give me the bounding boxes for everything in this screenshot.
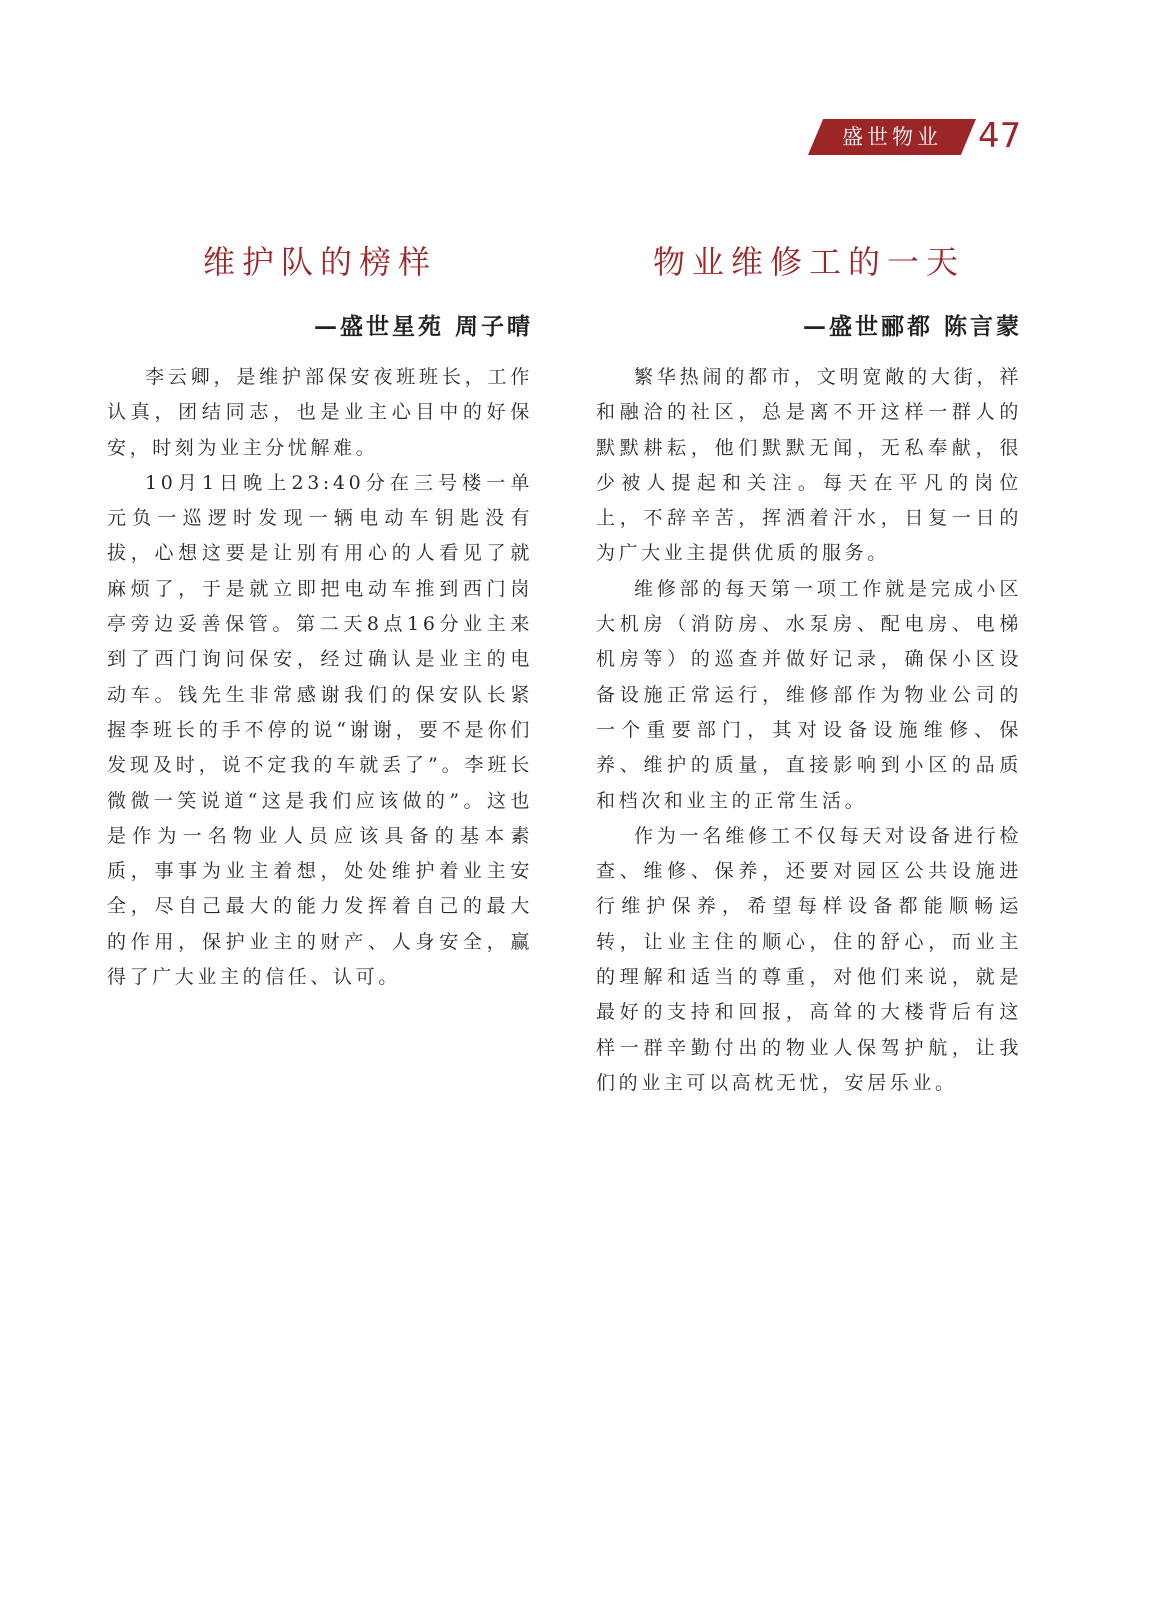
article-paragraph: 10月1日晚上23:40分在三号楼一单元负一巡逻时发现一辆电动车钥匙没有拔，心想这要是让别有用心的人看见了就麻烦了，于是就立即把电动车推到西门岗亭旁边妥善保管。第二天8点16分业主来到了西门询问保安，经过确认是业主的电动车。钱先生非常感谢我们的保安队长紧握李班长的手不停的说“谢谢，要不是你们发现及时，说不定我的车就丢了”。李班长微微一笑说道“这是我们应该做的”。这也是作为一名物业人员应该具备的基本素质，事事为业主着想，处处维护着业主安全，尽自己最大的能力发挥着自己的最大的作用，保护业主的财产、人身安全，赢得了广大业主的信任、认可。 (107, 471, 533, 989)
article-paragraph: 作为一名维修工不仅每天对设备进行检查、维修、保养，还要对园区公共设施进行维护保养，希望每样设备都能顺畅运转，让业主住的顺心，住的舒心，而业主的理解和适当的尊重，对他们来说，就是最好的支持和回报，高耸的大楼背后有这样一群辛勤付出的物业人保驾护航，让我们的业主可以高枕无忧，安居乐业。 (596, 824, 1022, 1094)
page-number: 47 (978, 116, 1022, 156)
article-paragraph: 维修部的每天第一项工作就是完成小区大机房（消防房、水泵房、配电房、电梯机房等）的巡查并做好记录，确保小区设备设施正常运行，维修部作为物业公司的一个重要部门，其对设备设施维修、保养、维护的质量，直接影响到小区的品质和档次和业主的正常生活。 (596, 577, 1022, 812)
article-right (596, 236, 1022, 1101)
article-title: 维护队的榜样 (202, 243, 437, 281)
article-left (107, 236, 533, 995)
article-title: 物业维修工的一天 (652, 243, 965, 281)
article-author: —盛世星苑 周子晴 (313, 313, 533, 340)
article-author: —盛世郦都 陈言蒙 (802, 313, 1022, 340)
article-paragraph: 繁华热闹的都市，文明宽敞的大街，祥和融洽的社区，总是离不开这样一群人的默默耕耘，他们默默无闻，无私奉献，很少被人提起和关注。每天在平凡的岗位上，不辞辛苦，挥洒着汗水，日复一日的为广大业主提供优质的服务。 (596, 366, 1022, 565)
section-label: 盛世物业 (842, 125, 942, 149)
article-paragraph: 李云卿，是维护部保安夜班班长，工作认真，团结同志，也是业主心目中的好保安，时刻为业主分忧解难。 (107, 366, 533, 459)
